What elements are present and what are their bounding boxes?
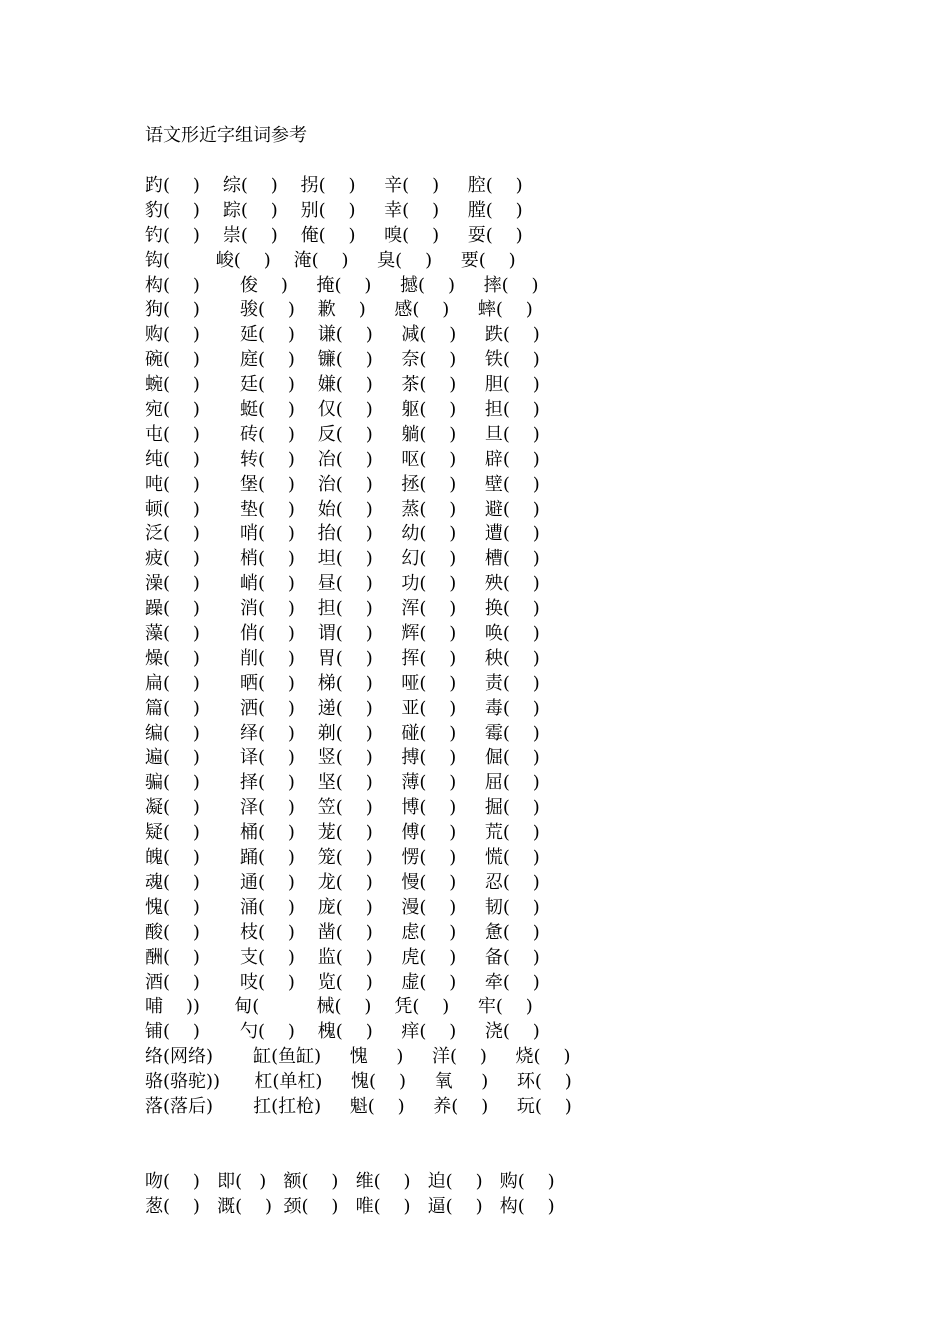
- list-line: 钩( 峻( ) 淹( ) 臭( ) 要( ): [145, 249, 516, 271]
- list-line: 愧( ) 涌( ) 庞( ) 漫( ) 韧( ): [145, 896, 540, 918]
- list-line: 遍( ) 译( ) 竖( ) 搏( ) 倔( ): [145, 747, 540, 769]
- list-line: 碗( ) 庭( ) 镰( ) 奈( ) 铁( ): [145, 349, 540, 371]
- list-line: 骆(骆驼)) 杠(单杠) 愧( ) 氧 ) 环( ): [145, 1071, 572, 1093]
- list-line: 趵( ) 综( ) 拐( ) 辛( ) 腔( ): [145, 175, 523, 196]
- word-list-main: [145, 174, 572, 1120]
- list-line: 顿( ) 垫( ) 始( ) 蒸( ) 避( ): [145, 498, 540, 520]
- word-list-extra: [145, 1170, 555, 1220]
- list-line: 钓( ) 崇( ) 俺( ) 嗅( ) 耍( ): [145, 224, 523, 246]
- list-line: 燥( ) 削( ) 胃( ) 挥( ) 秧( ): [145, 647, 540, 669]
- list-line: 扁( ) 晒( ) 梯( ) 哑( ) 责( ): [145, 672, 540, 694]
- list-line: 购( ) 延( ) 谦( ) 减( ) 跌( ): [145, 324, 540, 346]
- list-line: 魂( ) 通( ) 龙( ) 慢( ) 忍( ): [145, 871, 540, 893]
- list-line: 骗( ) 择( ) 坚( ) 薄( ) 屈( ): [145, 772, 540, 794]
- list-line: 吻( ) 即( ) 额( ) 维( ) 迫( ) 购( ): [145, 1171, 555, 1192]
- list-line: 编( ) 绎( ) 剃( ) 碰( ) 霉( ): [145, 722, 540, 744]
- list-line: 铺( ) 勺( ) 槐( ) 痒( ) 浇( ): [145, 1021, 540, 1043]
- list-line: 酸( ) 枝( ) 凿( ) 虑( ) 惫( ): [145, 921, 540, 943]
- document-title: 语文形近字组词参考: [145, 125, 307, 146]
- list-line: 构( ) 俊 ) 掩( ) 撼( ) 摔( ): [145, 274, 539, 296]
- list-line: 哺 )) 甸( 械( ) 凭( ) 牢( ): [145, 996, 533, 1018]
- list-line: 篇( ) 洒( ) 递( ) 亚( ) 毒( ): [145, 697, 540, 719]
- list-line: 酒( ) 吱( ) 览( ) 虚( ) 牵( ): [145, 971, 540, 993]
- list-line: 豹( ) 踪( ) 别( ) 幸( ) 膛( ): [145, 199, 523, 221]
- list-line: 落(落后) 扛(扛枪) 魁( ) 养( ) 玩( ): [145, 1095, 572, 1117]
- list-line: 酬( ) 支( ) 监( ) 虎( ) 备( ): [145, 946, 540, 968]
- list-line: 魄( ) 踊( ) 笼( ) 愣( ) 慌( ): [145, 847, 540, 869]
- list-line: 泛( ) 哨( ) 抬( ) 幼( ) 遭( ): [145, 523, 540, 545]
- list-line: 疑( ) 桶( ) 茏( ) 傅( ) 荒( ): [145, 822, 540, 844]
- list-line: 狗( ) 骏( ) 歉 ) 感( ) 蟀( ): [145, 299, 533, 321]
- list-line: 吨( ) 堡( ) 治( ) 拯( ) 壁( ): [145, 473, 540, 495]
- list-line: 络(网络) 缸(鱼缸) 愧 ) 洋( ) 烧( ): [145, 1046, 571, 1068]
- list-line: 凝( ) 泽( ) 笠( ) 博( ) 掘( ): [145, 797, 540, 819]
- list-line: 纯( ) 转( ) 冶( ) 呕( ) 辟( ): [145, 448, 540, 470]
- list-line: 躁( ) 消( ) 担( ) 浑( ) 换( ): [145, 598, 540, 620]
- list-line: 屯( ) 砖( ) 反( ) 躺( ) 旦( ): [145, 423, 540, 445]
- list-line: 宛( ) 蜓( ) 仅( ) 躯( ) 担( ): [145, 399, 540, 421]
- list-line: 疲( ) 梢( ) 坦( ) 幻( ) 槽( ): [145, 548, 540, 570]
- list-line: 藻( ) 俏( ) 谓( ) 辉( ) 唤( ): [145, 623, 540, 645]
- list-line: 葱( ) 溉( ) 颈( ) 唯( ) 逼( ) 构( ): [145, 1195, 555, 1217]
- list-line: 蜿( ) 廷( ) 嫌( ) 茶( ) 胆( ): [145, 374, 540, 396]
- list-line: 澡( ) 峭( ) 昼( ) 功( ) 殃( ): [145, 573, 540, 595]
